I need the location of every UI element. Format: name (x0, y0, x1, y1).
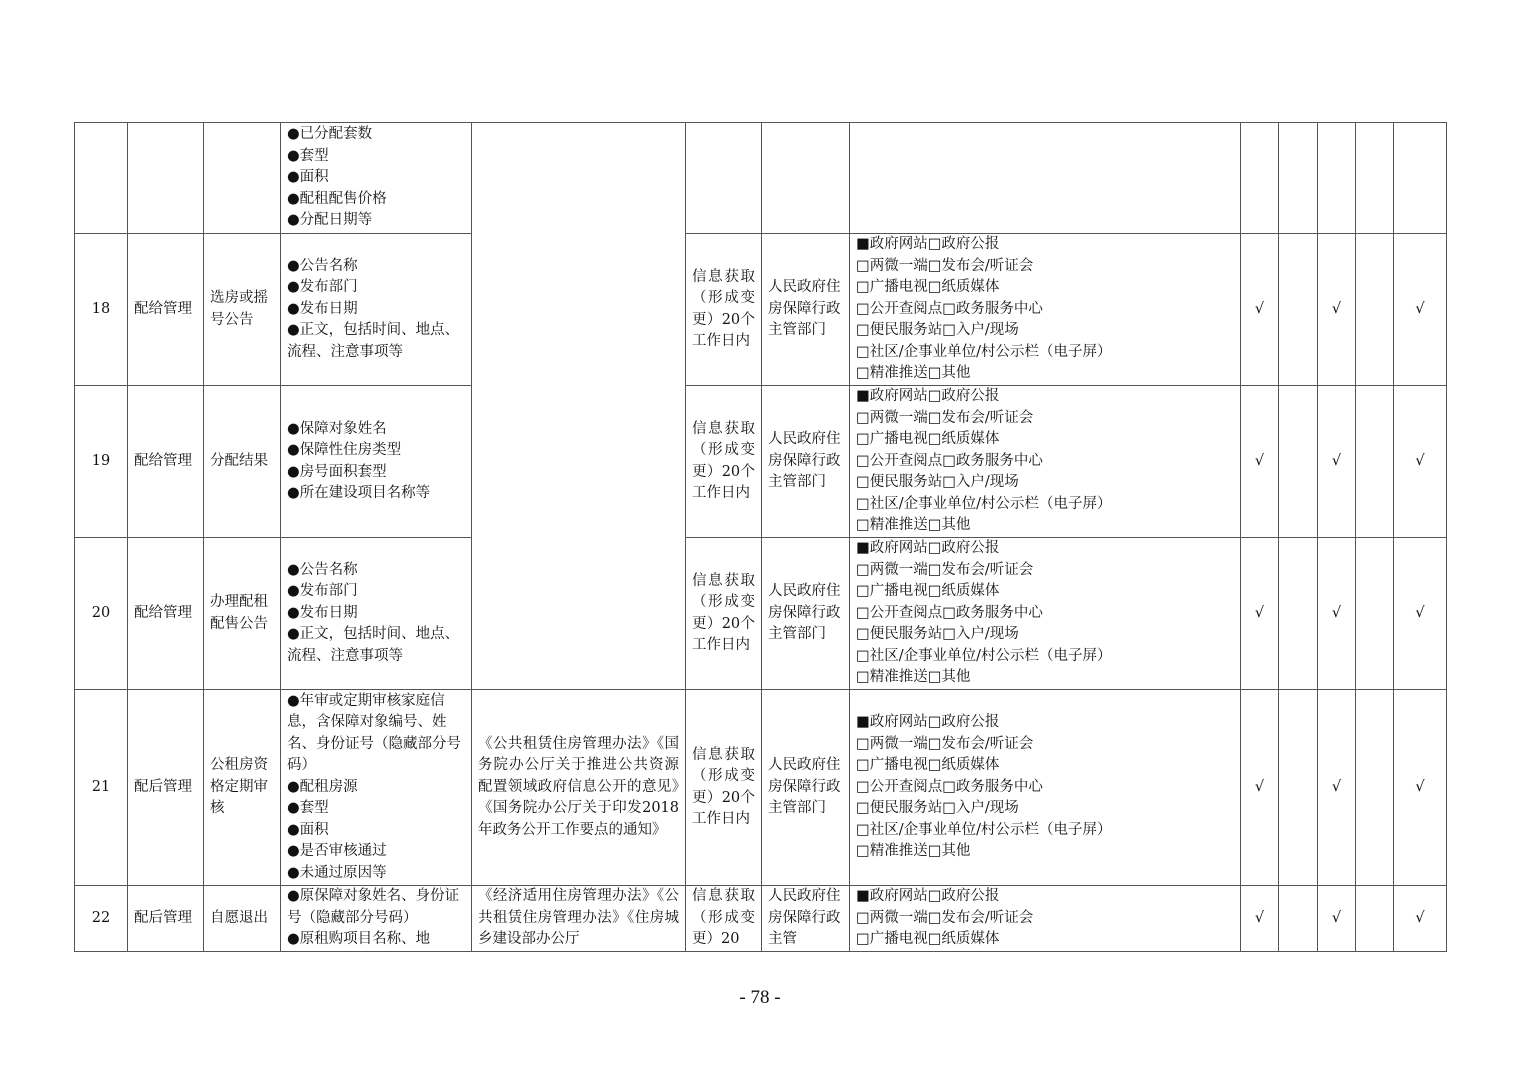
cell-content (281, 886, 472, 952)
cell-content (281, 123, 472, 234)
channel-option: □广播电视□纸质媒体 (856, 757, 1000, 774)
content-line: ●套型 (287, 800, 329, 817)
cell-no: 18 (75, 234, 128, 386)
table-row (75, 886, 1447, 952)
content-line: ●所在建设项目名称等 (287, 485, 431, 501)
content-line: ●正文，包括时间、地点、流程、注意事项等 (287, 626, 460, 664)
channel-option: □精准推送□其他 (856, 517, 971, 534)
content-line: ●房号面积套型 (287, 463, 387, 480)
cell-category: 配给管理 (128, 234, 204, 386)
content-line: ●保障对象姓名 (287, 420, 387, 437)
cell-dept: 人民政府住房保障行政主管部门 (762, 538, 850, 690)
channel-option: □广播电视□纸质媒体 (856, 931, 1000, 947)
check-mark: √ (1241, 538, 1279, 690)
check-mark: √ (1394, 234, 1447, 386)
content-line: ●面积 (287, 169, 329, 186)
table-row (75, 690, 1447, 886)
cell-basis: 《经济适用住房管理办法》《公共租赁住房管理办法》《住房城乡建设部办公厅 (472, 886, 686, 952)
check-mark: √ (1394, 386, 1447, 538)
check-mark (1356, 886, 1394, 952)
content-line: ●面积 (287, 821, 329, 838)
cell-category (128, 123, 204, 234)
channel-option: □社区/企事业单位/村公示栏（电子屏） (856, 647, 1112, 664)
check-mark: √ (1241, 886, 1279, 952)
channel-option: □社区/企事业单位/村公示栏（电子屏） (856, 343, 1112, 360)
channel-option: ■政府网站□政府公报 (856, 540, 1000, 557)
check-mark (1279, 690, 1318, 886)
check-mark: √ (1318, 386, 1356, 538)
channel-option: ■政府网站□政府公报 (856, 388, 1000, 405)
channel-option: □公开查阅点□政务服务中心 (856, 778, 1043, 795)
cell-time: 信息获取（形成变更）20 (686, 886, 762, 952)
cell-category: 配后管理 (128, 886, 204, 952)
check-mark: √ (1241, 234, 1279, 386)
cell-basis-merged (472, 123, 686, 690)
table-row (75, 538, 1447, 690)
table-row-continued (75, 123, 1447, 234)
channel-option: □公开查阅点□政务服务中心 (856, 604, 1043, 621)
channel-option: □广播电视□纸质媒体 (856, 431, 1000, 448)
cell-time: 信息获取（形成变更）20个工作日内 (686, 234, 762, 386)
disclosure-standard-table (74, 122, 1447, 952)
check-mark: √ (1318, 886, 1356, 952)
cell-item: 分配结果 (204, 386, 281, 538)
content-line: ●原租购项目名称、地 (287, 931, 431, 947)
check-mark (1279, 386, 1318, 538)
cell-item (204, 123, 281, 234)
channel-option: □社区/企事业单位/村公示栏（电子屏） (856, 495, 1112, 512)
check-mark: √ (1394, 538, 1447, 690)
channel-option: □两微一端□发布会/听证会 (856, 257, 1034, 274)
check-mark (1356, 538, 1394, 690)
channel-option: □公开查阅点□政务服务中心 (856, 452, 1043, 469)
content-line: ●保障性住房类型 (287, 442, 402, 458)
check-mark (1279, 538, 1318, 690)
cell-time: 信息获取（形成变更）20个工作日内 (686, 386, 762, 538)
check-mark: √ (1318, 690, 1356, 886)
content-line: ●公告名称 (287, 257, 358, 274)
cell-channels (850, 886, 1241, 952)
cell-content (281, 690, 472, 886)
cell-basis: 《公共租赁住房管理办法》《国务院办公厅关于推进公共资源配置领域政府信息公开的意见》《国务院办公厅关于印发2018年政务公开工作要点的通知》 (472, 690, 686, 886)
content-line: ●年审或定期审核家庭信息，含保障对象编号、姓名、身份证号（隐藏部分号码） (287, 692, 461, 774)
content-line: ●发布部门 (287, 279, 358, 296)
content-line: ●发布日期 (287, 300, 358, 317)
content-line: ●配租配售价格 (287, 190, 387, 207)
check-mark (1279, 234, 1318, 386)
cell-check (1318, 123, 1356, 234)
cell-content (281, 386, 472, 538)
channel-option: □精准推送□其他 (856, 365, 971, 382)
content-line: ●未通过原因等 (287, 864, 387, 881)
check-mark (1356, 690, 1394, 886)
channel-option: □便民服务站□入户/现场 (856, 800, 1019, 817)
cell-item: 公租房资格定期审核 (204, 690, 281, 886)
channel-option: □社区/企事业单位/村公示栏（电子屏） (856, 821, 1112, 838)
cell-dept: 人民政府住房保障行政主管 (762, 886, 850, 952)
cell-channels (850, 123, 1241, 234)
cell-time (686, 123, 762, 234)
cell-time: 信息获取（形成变更）20个工作日内 (686, 690, 762, 886)
cell-no: 19 (75, 386, 128, 538)
channel-option: □广播电视□纸质媒体 (856, 279, 1000, 296)
channel-option: □广播电视□纸质媒体 (856, 583, 1000, 600)
content-line: ●正文，包括时间、地点、流程、注意事项等 (287, 322, 460, 360)
channel-option: □两微一端□发布会/听证会 (856, 409, 1034, 426)
channel-option: □两微一端□发布会/听证会 (856, 561, 1034, 578)
cell-item: 办理配租配售公告 (204, 538, 281, 690)
cell-dept: 人民政府住房保障行政主管部门 (762, 234, 850, 386)
channel-option: □便民服务站□入户/现场 (856, 474, 1019, 491)
cell-item: 选房或摇号公告 (204, 234, 281, 386)
channel-option: ■政府网站□政府公报 (856, 714, 1000, 731)
table-row (75, 234, 1447, 386)
cell-dept: 人民政府住房保障行政主管部门 (762, 386, 850, 538)
cell-category: 配给管理 (128, 386, 204, 538)
channel-option: □便民服务站□入户/现场 (856, 626, 1019, 643)
content-line: ●原保障对象姓名、身份证号（隐藏部分号码） (287, 888, 460, 926)
cell-no (75, 123, 128, 234)
cell-no: 21 (75, 690, 128, 886)
channel-option: □公开查阅点□政务服务中心 (856, 300, 1043, 317)
cell-no: 20 (75, 538, 128, 690)
content-line: ●分配日期等 (287, 212, 373, 229)
check-mark (1356, 234, 1394, 386)
check-mark (1356, 386, 1394, 538)
channel-option: □便民服务站□入户/现场 (856, 322, 1019, 339)
content-line: ●是否审核通过 (287, 843, 387, 860)
content-line: ●配租房源 (287, 778, 358, 795)
cell-no: 22 (75, 886, 128, 952)
cell-category: 配给管理 (128, 538, 204, 690)
cell-item: 自愿退出 (204, 886, 281, 952)
channel-option: ■政府网站□政府公报 (856, 888, 1000, 904)
table-row (75, 386, 1447, 538)
cell-content (281, 538, 472, 690)
cell-content (281, 234, 472, 386)
channel-option: □两微一端□发布会/听证会 (856, 909, 1034, 926)
channel-option: □精准推送□其他 (856, 669, 971, 686)
cell-channels (850, 386, 1241, 538)
cell-check (1394, 123, 1447, 234)
cell-dept: 人民政府住房保障行政主管部门 (762, 690, 850, 886)
content-line: ●已分配套数 (287, 126, 373, 143)
check-mark: √ (1241, 690, 1279, 886)
channel-option: ■政府网站□政府公报 (856, 236, 1000, 253)
cell-time: 信息获取（形成变更）20个工作日内 (686, 538, 762, 690)
cell-channels (850, 690, 1241, 886)
cell-category: 配后管理 (128, 690, 204, 886)
content-line: ●公告名称 (287, 561, 358, 578)
check-mark (1279, 886, 1318, 952)
content-line: ●套型 (287, 147, 329, 164)
cell-channels (850, 538, 1241, 690)
check-mark: √ (1394, 690, 1447, 886)
channel-option: □精准推送□其他 (856, 843, 971, 860)
cell-channels (850, 234, 1241, 386)
channel-option: □两微一端□发布会/听证会 (856, 735, 1034, 752)
check-mark: √ (1318, 538, 1356, 690)
cell-dept (762, 123, 850, 234)
check-mark: √ (1241, 386, 1279, 538)
check-mark: √ (1394, 886, 1447, 952)
cell-check (1241, 123, 1279, 234)
check-mark: √ (1318, 234, 1356, 386)
content-line: ●发布日期 (287, 604, 358, 621)
cell-check (1356, 123, 1394, 234)
content-line: ●发布部门 (287, 583, 358, 600)
cell-check (1279, 123, 1318, 234)
page-number: - 78 - (739, 987, 781, 1008)
